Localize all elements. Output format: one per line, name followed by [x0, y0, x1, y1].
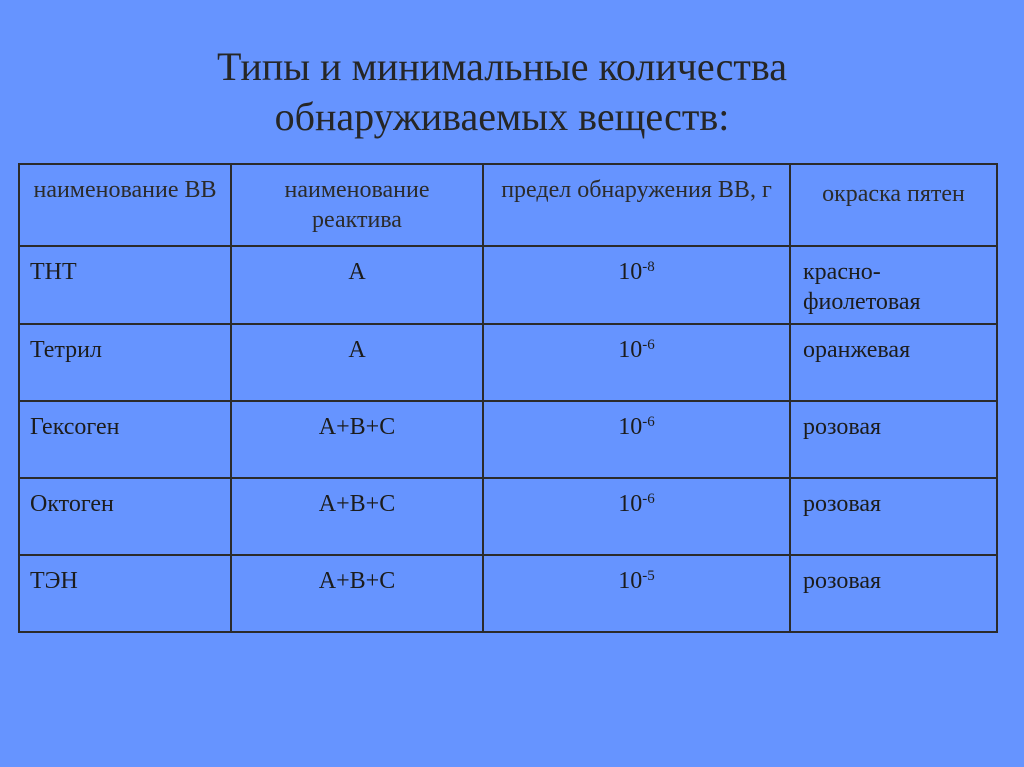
table-row	[19, 246, 997, 324]
slide-title-line-1: Типы и минимальные количества	[217, 44, 787, 89]
cell-substance: Октоген	[19, 478, 231, 555]
cell-substance: Тетрил	[19, 324, 231, 401]
cell-reagent: А	[231, 246, 483, 324]
cell-substance: ТНТ	[19, 246, 231, 324]
cell-spot-color: розовая	[790, 555, 997, 632]
limit-exponent: -6	[642, 414, 655, 430]
limit-base: 10	[618, 491, 643, 517]
limit-exponent: -6	[642, 337, 655, 353]
limit-base: 10	[618, 337, 643, 363]
table-header-row	[19, 164, 997, 246]
limit-exponent: -6	[642, 491, 655, 507]
cell-reagent: А+В+С	[231, 401, 483, 478]
limit-exponent: -5	[642, 568, 655, 584]
table-row	[19, 555, 997, 632]
limit-base: 10	[618, 568, 643, 594]
cell-spot-color: красно-фиолетовая	[790, 246, 997, 324]
header-reagent: наименование реактива	[231, 164, 483, 246]
cell-detection-limit	[483, 324, 790, 401]
cell-substance: ТЭН	[19, 555, 231, 632]
cell-reagent: А	[231, 324, 483, 401]
table-row	[19, 478, 997, 555]
slide-title-line-2: обнаруживаемых веществ:	[274, 94, 730, 139]
limit-base: 10	[618, 259, 643, 285]
cell-substance: Гексоген	[19, 401, 231, 478]
cell-detection-limit	[483, 401, 790, 478]
cell-detection-limit	[483, 246, 790, 324]
slide-title	[0, 42, 1004, 142]
header-detection-limit: предел обнаружения ВВ, г	[483, 164, 790, 246]
cell-spot-color: розовая	[790, 401, 997, 478]
cell-reagent: А+В+С	[231, 478, 483, 555]
cell-detection-limit	[483, 555, 790, 632]
header-spot-color: окраска пятен	[790, 164, 997, 246]
table-row	[19, 401, 997, 478]
table-row	[19, 324, 997, 401]
cell-detection-limit	[483, 478, 790, 555]
cell-spot-color: розовая	[790, 478, 997, 555]
limit-base: 10	[618, 414, 643, 440]
cell-reagent: А+В+С	[231, 555, 483, 632]
detection-table	[18, 163, 998, 633]
limit-exponent: -8	[642, 259, 655, 275]
header-substance: наименование ВВ	[19, 164, 231, 246]
cell-spot-color: оранжевая	[790, 324, 997, 401]
